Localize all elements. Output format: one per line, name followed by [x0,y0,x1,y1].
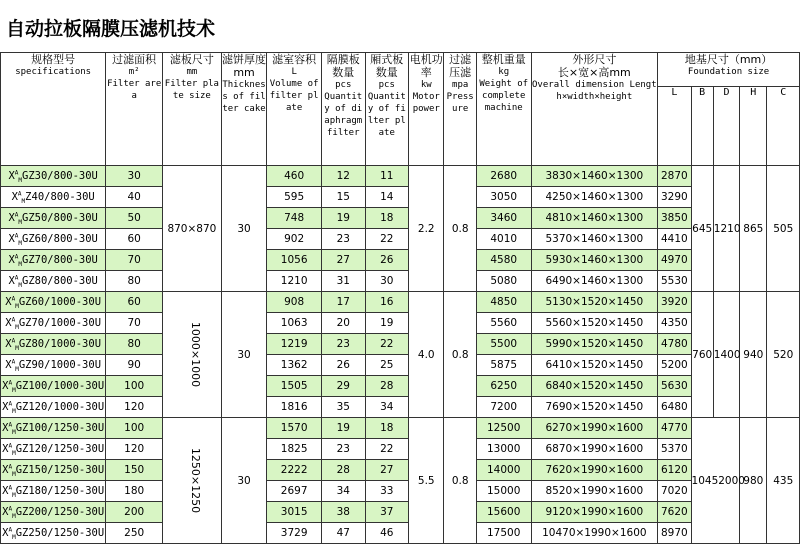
cell-area: 200 [106,502,163,523]
cell-area: 100 [106,376,163,397]
cell-dimension: 7690×1520×1450 [531,397,658,418]
cell-dimension: 7620×1990×1600 [531,460,658,481]
cell-dimension: 5560×1520×1450 [531,313,658,334]
cell-model: $X^A_MGZ120/1250-30U$ [1,439,106,460]
cell-model: $X^A_MGZ60/1000-30U$ [1,292,106,313]
cell-area: 120 [106,397,163,418]
cell-dimension: 3830×1460×1300 [531,166,658,187]
cell-found-h: 865 [740,166,767,292]
cell-weight: 7200 [476,397,531,418]
cell-chamber: 16 [365,292,409,313]
page-title: 自动拉板隔膜压滤机技术 [6,18,216,40]
cell-model: $X^A_MGZ100/1000-30U$ [1,376,106,397]
header-membrane: 隔膜板数量 pcs Quantity of diaphragm filter [321,53,365,166]
cell-volume: 1825 [267,439,322,460]
cell-found-l: 7620 [658,502,691,523]
table-row [1,460,800,481]
cell-membrane: 12 [321,166,365,187]
cell-volume: 2697 [267,481,322,502]
cell-pressure: 0.8 [444,166,476,292]
cell-found-l: 3920 [658,292,691,313]
cell-chamber: 22 [365,439,409,460]
header-cake: 滤饼厚度mm Thickness of filter cake [221,53,267,166]
cell-model: $X^A_MGZ30/800-30U$ [1,166,106,187]
cell-model: $X^A_MGZ180/1250-30U$ [1,481,106,502]
cell-area: 180 [106,481,163,502]
cell-weight: 14000 [476,460,531,481]
cell-dimension: 6490×1460×1300 [531,271,658,292]
header-pressure: 过滤压滤 mpa Pressure [444,53,476,166]
table-row [1,166,800,187]
cell-membrane: 27 [321,250,365,271]
cell-power: 5.5 [409,418,444,544]
header-model: 规格型号 specifications [1,53,106,166]
cell-area: 80 [106,334,163,355]
table-row [1,523,800,544]
cell-found-l: 4970 [658,250,691,271]
cell-weight: 3050 [476,187,531,208]
header-found-d: D [713,87,739,166]
table-row [1,397,800,418]
cell-area: 60 [106,229,163,250]
cell-chamber: 27 [365,460,409,481]
header-found-c: C [767,87,800,166]
cell-model: $X^A_MGZ120/1000-30U$ [1,397,106,418]
cell-area: 70 [106,250,163,271]
cell-area: 70 [106,313,163,334]
header-area: 过滤面积 m² Filter area [106,53,163,166]
cell-dimension: 6870×1990×1600 [531,439,658,460]
cell-found-l: 6120 [658,460,691,481]
cell-membrane: 47 [321,523,365,544]
cell-found-l: 6480 [658,397,691,418]
cell-chamber: 14 [365,187,409,208]
table-row [1,376,800,397]
table-row [1,355,800,376]
table-row [1,418,800,439]
cell-power: 2.2 [409,166,444,292]
cell-membrane: 19 [321,208,365,229]
table-row [1,334,800,355]
cell-found-l: 3850 [658,208,691,229]
cell-found-l: 5370 [658,439,691,460]
cell-pressure: 0.8 [444,292,476,418]
table-row [1,481,800,502]
cell-volume: 460 [267,166,322,187]
cell-found-l: 4410 [658,229,691,250]
cell-weight: 17500 [476,523,531,544]
cell-dimension: 6270×1990×1600 [531,418,658,439]
cell-weight: 5560 [476,313,531,334]
cell-weight: 13000 [476,439,531,460]
cell-membrane: 28 [321,460,365,481]
cell-weight: 3460 [476,208,531,229]
cell-area: 90 [106,355,163,376]
cell-area: 120 [106,439,163,460]
cell-chamber: 28 [365,376,409,397]
cell-model: $X^A_MGZ200/1250-30U$ [1,502,106,523]
header-found-b: B [691,87,713,166]
cell-volume: 2222 [267,460,322,481]
cell-area: 30 [106,166,163,187]
cell-found-l: 4350 [658,313,691,334]
cell-model: $X^A_MGZ150/1250-30U$ [1,460,106,481]
cell-plate-size [163,418,222,544]
cell-found-l: 2870 [658,166,691,187]
cell-found-c: 520 [767,292,800,418]
cell-chamber: 11 [365,166,409,187]
cell-dimension: 5930×1460×1300 [531,250,658,271]
header-weight: 整机重量 kg Weight of complete machine [476,53,531,166]
header-found-h: H [740,87,767,166]
table-row [1,313,800,334]
cell-weight: 4850 [476,292,531,313]
cell-chamber: 34 [365,397,409,418]
cell-weight: 15600 [476,502,531,523]
plate-size-text: 1250×1250 [189,447,203,514]
cell-volume: 908 [267,292,322,313]
cell-area: 50 [106,208,163,229]
cell-volume: 3729 [267,523,322,544]
cell-model: $X^A_MGZ90/1000-30U$ [1,355,106,376]
cell-chamber: 26 [365,250,409,271]
plate-size-text: 1000×1000 [189,321,203,388]
cell-chamber: 18 [365,208,409,229]
cell-dimension: 4810×1460×1300 [531,208,658,229]
cell-chamber: 18 [365,418,409,439]
cell-dimension: 6840×1520×1450 [531,376,658,397]
cell-model: $X^A_MGZ80/800-30U$ [1,271,106,292]
cell-found-l: 3290 [658,187,691,208]
cell-dimension: 5990×1520×1450 [531,334,658,355]
table-row [1,292,800,313]
table-row [1,208,800,229]
cell-volume: 1219 [267,334,322,355]
header-plate-size: 滤板尺寸 mm Filter plate size [163,53,222,166]
cell-found-h: 940 [740,292,767,418]
cell-volume: 1570 [267,418,322,439]
cell-weight: 5080 [476,271,531,292]
cell-membrane: 26 [321,355,365,376]
cell-area: 60 [106,292,163,313]
cell-volume: 1505 [267,376,322,397]
table-row [1,187,800,208]
cell-chamber: 30 [365,271,409,292]
header-chamber: 厢式板数量 pcs Quantity of filter plate [365,53,409,166]
cell-cake: 30 [221,418,267,544]
cell-found-h: 435 [767,418,800,544]
cell-dimension: 5130×1520×1450 [531,292,658,313]
cell-plate-size [163,292,222,418]
cell-model: $X^A_MGZ250/1250-30U$ [1,523,106,544]
cell-model: $X^A_MGZ60/800-30U$ [1,229,106,250]
cell-membrane: 35 [321,397,365,418]
cell-weight: 12500 [476,418,531,439]
cell-chamber: 25 [365,355,409,376]
cell-volume: 1816 [267,397,322,418]
cell-pressure: 0.8 [444,418,476,544]
cell-membrane: 23 [321,439,365,460]
cell-chamber: 37 [365,502,409,523]
cell-chamber: 46 [365,523,409,544]
cell-dimension: 5370×1460×1300 [531,229,658,250]
cell-weight: 15000 [476,481,531,502]
cell-plate-size: 870×870 [163,166,222,292]
cell-found-l: 7020 [658,481,691,502]
cell-area: 150 [106,460,163,481]
cell-membrane: 23 [321,229,365,250]
cell-membrane: 23 [321,334,365,355]
cell-found-b: 10452000 [691,418,740,544]
cell-membrane: 17 [321,292,365,313]
header-volume: 滤室容积 L Volume of filter plate [267,53,322,166]
cell-volume: 1056 [267,250,322,271]
cell-area: 250 [106,523,163,544]
header-foundation: 地基尺寸（mm） Foundation size [658,53,800,87]
cell-model: $X^A_MGZ70/1000-30U$ [1,313,106,334]
cell-membrane: 31 [321,271,365,292]
cell-chamber: 22 [365,334,409,355]
cell-found-b: 760 [691,292,713,418]
cell-found-l: 5530 [658,271,691,292]
cell-found-l: 5630 [658,376,691,397]
cell-volume: 902 [267,229,322,250]
header-dimension: 外形尺寸 长×宽×高mm Overall dimension Length×width×height [531,53,658,166]
cell-found-l: 8970 [658,523,691,544]
cell-volume: 3015 [267,502,322,523]
cell-membrane: 15 [321,187,365,208]
cell-model: $X^A_MZ40/800-30U$ [1,187,106,208]
header-power: 电机功率 kw Motor power [409,53,444,166]
table-row [1,502,800,523]
cell-model: $X^A_MGZ100/1250-30U$ [1,418,106,439]
cell-power: 4.0 [409,292,444,418]
table-row [1,229,800,250]
cell-area: 100 [106,418,163,439]
cell-membrane: 34 [321,481,365,502]
cell-cake: 30 [221,166,267,292]
cell-weight: 4580 [476,250,531,271]
cell-chamber: 33 [365,481,409,502]
cell-area: 80 [106,271,163,292]
cell-model: $X^A_MGZ80/1000-30U$ [1,334,106,355]
cell-dimension: 6410×1520×1450 [531,355,658,376]
cell-dimension: 4250×1460×1300 [531,187,658,208]
cell-found-l: 4770 [658,418,691,439]
spec-table [0,52,800,544]
cell-membrane: 29 [321,376,365,397]
cell-weight: 6250 [476,376,531,397]
cell-membrane: 20 [321,313,365,334]
cell-area: 40 [106,187,163,208]
cell-model: $X^A_MGZ50/800-30U$ [1,208,106,229]
table-row [1,439,800,460]
header-found-l: L [658,87,691,166]
cell-found-l: 5200 [658,355,691,376]
cell-membrane: 38 [321,502,365,523]
cell-found-l: 4780 [658,334,691,355]
cell-volume: 1362 [267,355,322,376]
cell-found-d: 980 [740,418,767,544]
cell-chamber: 22 [365,229,409,250]
cell-volume: 595 [267,187,322,208]
cell-weight: 2680 [476,166,531,187]
cell-found-d: 1400 [713,292,739,418]
cell-volume: 748 [267,208,322,229]
table-body [1,166,800,544]
cell-weight: 5500 [476,334,531,355]
cell-volume: 1063 [267,313,322,334]
cell-membrane: 19 [321,418,365,439]
cell-cake: 30 [221,292,267,418]
cell-weight: 4010 [476,229,531,250]
cell-volume: 1210 [267,271,322,292]
cell-dimension: 9120×1990×1600 [531,502,658,523]
cell-chamber: 19 [365,313,409,334]
table-row [1,271,800,292]
cell-found-b: 645 [691,166,713,292]
table-row [1,250,800,271]
cell-model: $X^A_MGZ70/800-30U$ [1,250,106,271]
cell-weight: 5875 [476,355,531,376]
cell-dimension: 8520×1990×1600 [531,481,658,502]
cell-dimension: 10470×1990×1600 [531,523,658,544]
cell-found-d: 1210 [713,166,739,292]
cell-found-c: 505 [767,166,800,292]
